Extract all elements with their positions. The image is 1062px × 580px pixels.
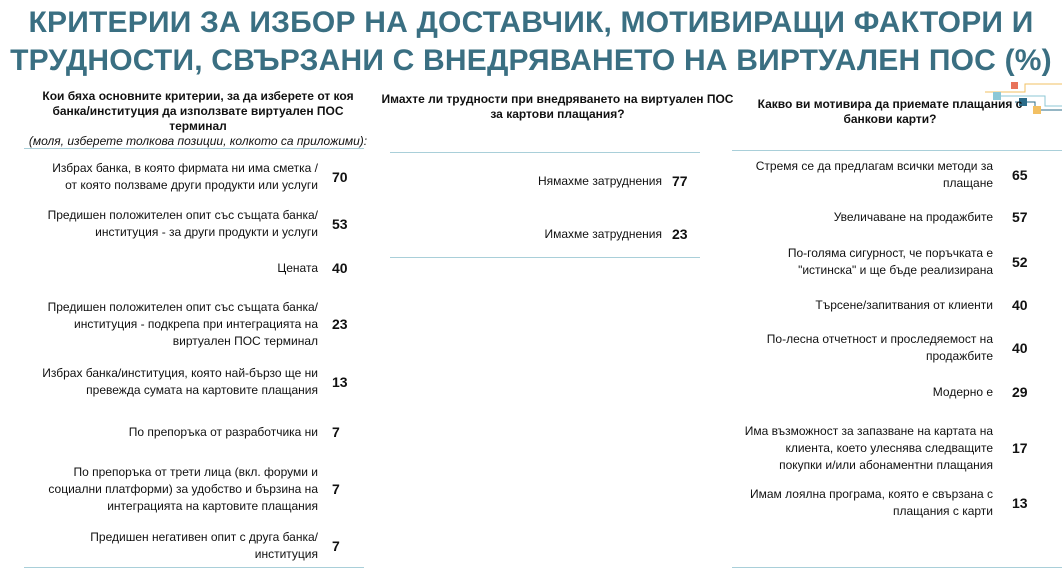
question-text: Какво ви мотивира да приемате плащания с банкови карти?	[757, 97, 1023, 126]
row-value: 52	[1012, 254, 1028, 270]
row-label: Избрах банка, в която фирмата ни има сметка / от която ползваме други продукти или услуги	[52, 161, 318, 192]
row-label: Имахме затруднения	[544, 226, 662, 241]
row-value: 23	[332, 316, 348, 332]
table-row	[412, 151, 702, 211]
row-label: По-лесна отчетност и проследяемост на продажбите	[766, 332, 993, 363]
row-value: 65	[1012, 167, 1028, 183]
row-label: Цената	[277, 260, 318, 275]
row-label: Имам лоялна програма, която е свързана с плащания с карти	[750, 487, 993, 518]
table-row	[38, 238, 362, 298]
table-row	[38, 459, 362, 519]
row-value: 29	[1012, 384, 1028, 400]
row-value: 13	[1012, 495, 1028, 511]
row-label: По-голяма сигурност, че поръчката е "истинска" и ще бъде реализирана	[787, 246, 993, 277]
row-label: По препоръка от трети лица (вкл. форуми и социални платформи) за удобство и бързина на интеграцията на картовите плащания	[48, 464, 318, 513]
table-row	[743, 362, 1042, 422]
row-value: 57	[1012, 209, 1028, 225]
row-label: Предишен негативен опит с друга банка/институция	[90, 530, 318, 561]
question-text: Имахте ли трудности при внедряването на виртуален ПОС за картови плащания?	[381, 92, 734, 121]
row-label: Увеличаване на продажбите	[833, 209, 993, 224]
row-label: По препоръка от разработчика ни	[128, 424, 318, 439]
table-row	[38, 516, 362, 576]
footer-divider	[732, 567, 1062, 568]
table-row	[743, 418, 1042, 478]
question-note: (моля, изберете толкова позиции, колкото са приложими):	[28, 134, 368, 148]
row-value: 7	[332, 538, 340, 554]
row-value: 40	[1012, 297, 1028, 313]
row-value: 13	[332, 374, 348, 390]
row-value: 7	[332, 424, 340, 440]
row-label: Нямахме затруднения	[537, 173, 662, 188]
table-row	[412, 204, 702, 264]
row-value: 17	[1012, 440, 1028, 456]
question-heading-3	[740, 97, 1040, 127]
question-heading-1	[28, 89, 368, 149]
table-row	[743, 473, 1042, 533]
row-label: Модерно е	[932, 384, 993, 399]
row-value: 23	[672, 226, 688, 242]
row-label: Търсене/запитвания от клиенти	[815, 297, 993, 312]
row-label: Има възможност за запазване на картата на клиента, което улеснява следващите покупки и/или абонаментни плащания	[744, 423, 993, 472]
question-text: Кои бяха основните критерии, за да изберете от коя банка/институция да използвате виртуален ПОС терминал	[42, 89, 354, 133]
row-value: 77	[672, 173, 688, 189]
row-value: 7	[332, 481, 340, 497]
row-value: 40	[1012, 340, 1028, 356]
row-value: 40	[332, 260, 348, 276]
table-row	[38, 402, 362, 462]
row-label: Предишен положителен опит със същата банка/институция - подкрепа при интеграцията на виртуален ПОС терминал	[47, 299, 318, 348]
row-value: 53	[332, 216, 348, 232]
row-label: Предишен положителен опит със същата банка/институция - за други продукти и услуги	[47, 208, 318, 239]
table-row	[38, 294, 362, 354]
row-label: Стремя се да предлагам всички методи за плащане	[755, 159, 993, 190]
page-title: КРИТЕРИИ ЗА ИЗБОР НА ДОСТАВЧИК, МОТИВИРАЩИ ФАКТОРИ И ТРУДНОСТИ, СВЪРЗАНИ С ВНЕДРЯВАНЕТО НА ВИРТУАЛЕН ПОС (%)	[10, 6, 1052, 77]
question-heading-2	[375, 92, 740, 122]
row-label: Избрах банка/институция, която най-бързо ще ни превежда сумата на картовите плащания	[42, 366, 318, 397]
row-value: 70	[332, 169, 348, 185]
